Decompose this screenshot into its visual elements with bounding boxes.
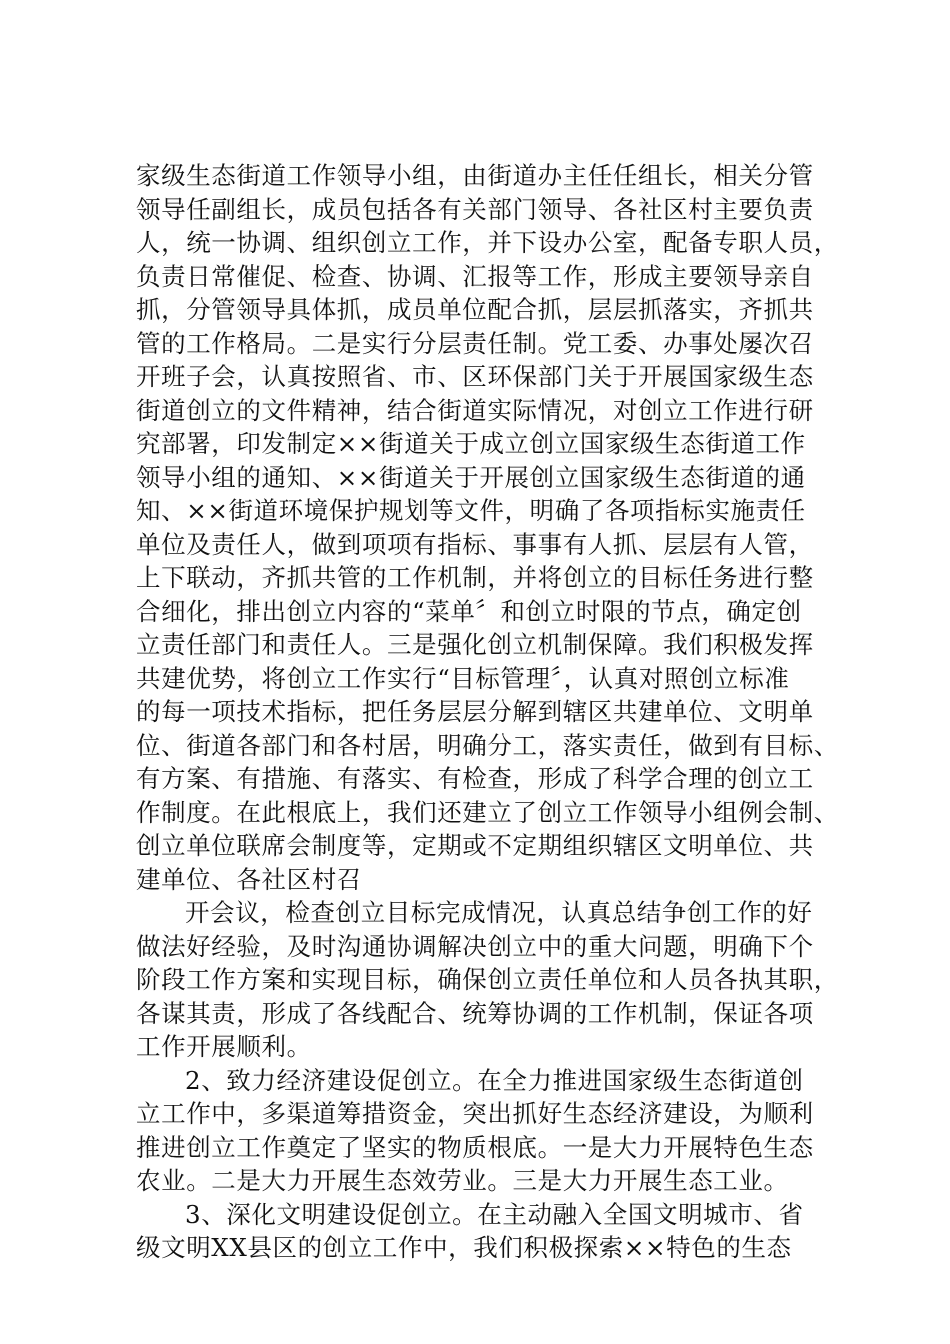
text-line: 有方案、有措施、有落实、有检查，形成了科学合理的创立工 <box>136 764 814 793</box>
text-line: 究部署，印发制定××街道关于成立创立国家级生态街道工作 <box>136 429 806 458</box>
text-line: 做法好经验，及时沟通协调解决创立中的重大问题，明确下个 <box>136 931 814 961</box>
text-line: 的每一项技术指标，把任务层层分解到辖区共建单位、文明单 <box>136 697 814 726</box>
text-line: 创立单位联席会制度等，定期或不定期组织辖区文明单位、共 <box>136 831 814 860</box>
text-line: 家级生态街道工作领导小组，由街道办主任任组长，相关分管 <box>136 161 814 190</box>
text-line: 人，统一协调、组织创立工作，并下设办公室，配备专职人员， <box>136 228 839 257</box>
text-line: 工作开展顺利。 <box>136 1032 312 1061</box>
text-line: 开班子会，认真按照省、市、区环保部门关于开展国家级生态 <box>136 362 814 391</box>
text-line: 立工作中，多渠道筹措资金，突出抓好生态经济建设，为顺利 <box>136 1099 814 1128</box>
text-line: 上下联动，齐抓共管的工作机制，并将创立的目标任务进行整 <box>136 563 814 592</box>
text-line: 负责日常催促、检查、协调、汇报等工作，形成主要领导亲自 <box>136 261 814 291</box>
text-line: 合细化，排出创立内容的“菜单〞和创立时限的节点，确定创 <box>136 596 802 626</box>
text-line: 作制度。在此根底上，我们还建立了创立工作领导小组例会制、 <box>136 797 839 827</box>
text-line: 农业。二是大力开展生态效劳业。三是大力开展生态工业。 <box>136 1166 789 1195</box>
text-line: 共建优势，将创立工作实行“目标管理〞，认真对照创立标准 <box>136 663 790 693</box>
text-line: 街道创立的文件精神，结合街道实际情况，对创立工作进行研 <box>136 395 814 425</box>
text-line: 各谋其责，形成了各线配合、统筹协调的工作机制，保证各项 <box>136 998 814 1028</box>
text-line: 领导任副组长，成员包括各有关部门领导、各社区村主要负责 <box>136 194 814 224</box>
paragraph-start-line: 2、致力经济建设促创立。在全力推进国家级生态街道创 <box>185 1065 804 1095</box>
text-line: 管的工作格局。二是实行分层责任制。党工委、办事处屡次召 <box>136 328 814 358</box>
text-line: 阶段工作方案和实现目标，确保创立责任单位和人员各执其职， <box>136 965 839 994</box>
paragraph-start-line: 开会议，检查创立目标完成情况，认真总结争创工作的好 <box>185 898 813 927</box>
text-line: 抓，分管领导具体抓，成员单位配合抓，层层抓落实，齐抓共 <box>136 295 814 324</box>
text-line: 知、××街道环境保护规划等文件，明确了各项指标实施责任 <box>136 496 806 525</box>
document-body <box>136 159 839 1265</box>
text-line: 推进创立工作奠定了坚实的物质根底。一是大力开展特色生态 <box>136 1132 814 1162</box>
text-line: 建单位、各社区村召 <box>136 864 362 894</box>
text-line: 单位及责任人，做到项项有指标、事事有人抓、层层有人管， <box>136 529 814 559</box>
text-line: 领导小组的通知、××街道关于开展创立国家级生态街道的通 <box>136 462 806 492</box>
text-line: 级文明XX县区的创立工作中，我们积极探索××特色的生态 <box>136 1233 792 1262</box>
paragraph-start-line: 3、深化文明建设促创立。在主动融入全国文明城市、省 <box>185 1199 804 1229</box>
text-line: 立责任部门和责任人。三是强化创立机制保障。我们积极发挥 <box>136 630 814 659</box>
text-line: 位、街道各部门和各村居，明确分工，落实责任，做到有目标、 <box>136 730 839 760</box>
